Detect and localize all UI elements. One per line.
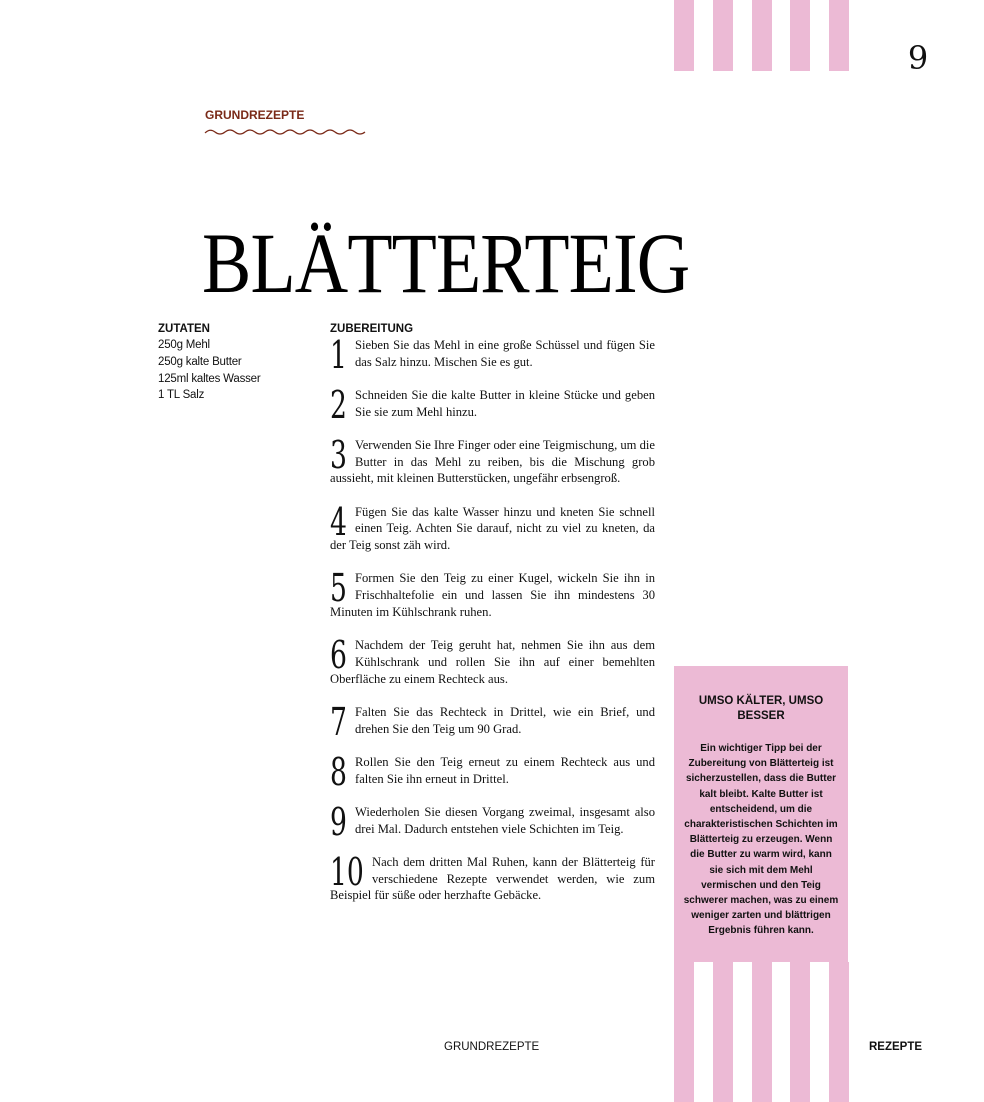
ingredient-item: 250g kalte Butter [158, 355, 242, 368]
ingredient-item: 250g Mehl [158, 339, 210, 351]
stripe [790, 962, 810, 1102]
footer-chapter-label: REZEPTE [869, 1041, 923, 1053]
step-item [330, 699, 655, 744]
tip-title: UMSO KÄLTER, UMSO BESSER [698, 695, 824, 722]
tip-body: Ein wichtiger Tipp bei der Zubereitung von Blätterteig ist sicherzustellen, dass die Butter kalt bleibt. Kalte Butter ist entscheidend, um die charakteristischen Schichten im Blätterteig zu erzeugen. Wenn die Butter zu warm wird, kann sie sich mit dem Mehl vermischen und den Teig schwerer machen, was zu einem weniger zarten und blättrigen Ergebnis führen kann. [683, 743, 839, 937]
footer-section-label: GRUNDREZEPTE [444, 1041, 540, 1053]
step-item [330, 499, 655, 554]
stripe [674, 0, 694, 71]
step-text: Rollen Sie den Teig erneut zu einem Rechteck aus und falten Sie ihn erneut in Drittel. [355, 754, 655, 786]
page-number: 9 [907, 39, 929, 77]
step-item [330, 383, 655, 427]
step-number: 5 [330, 566, 347, 611]
step-item [330, 333, 655, 377]
step-item [330, 849, 655, 904]
stripe [829, 0, 849, 71]
step-text: Formen Sie den Teig zu einer Kugel, wickeln Sie ihn in Frischhaltefolie ein und lassen Sie ihn mindestens 30 Minuten im Kühlschrank ruhen. [330, 571, 655, 619]
tip-box [674, 666, 848, 962]
ingredient-item: 125ml kaltes Wasser [158, 372, 261, 385]
stripe [790, 0, 810, 71]
ingredients-section [158, 321, 308, 404]
step-text: Nachdem der Teig geruht hat, nehmen Sie ihn aus dem Kühlschrank und rollen Sie ihn auf einer bemehlten Oberfläche zu einem Rechteck aus. [330, 638, 655, 686]
wavy-divider [204, 127, 368, 137]
section-kicker: GRUNDREZEPTE [205, 108, 305, 122]
stripe [752, 962, 772, 1102]
step-text: Wiederholen Sie diesen Vorgang zweimal, insgesamt also drei Mal. Dadurch entstehen viele Schichten im Teig. [355, 804, 655, 836]
step-number: 6 [330, 633, 347, 678]
step-item [330, 566, 655, 620]
step-number: 2 [330, 383, 347, 427]
stripe [752, 0, 772, 71]
preparation-section [330, 321, 655, 921]
stripe [713, 0, 733, 71]
step-item [330, 633, 655, 687]
step-number: 10 [330, 849, 364, 894]
step-text: Nach dem dritten Mal Ruhen, kann der Blätterteig für verschiedene Rezepte verwendet werden, wie zum Beispiel für süße oder herzhafte Gebäcke. [330, 854, 655, 903]
step-text: Sieben Sie das Mehl in eine große Schüssel und fügen Sie das Salz hinzu. Mischen Sie es gut. [355, 338, 655, 369]
step-text: Falten Sie das Rechteck in Drittel, wie ein Brief, und drehen Sie den Teig um 90 Grad. [355, 704, 655, 736]
step-text: Schneiden Sie die kalte Butter in kleine Stücke und geben Sie sie zum Mehl hinzu. [355, 388, 655, 419]
step-item [330, 799, 655, 844]
page-title: BLÄTTERTEIG [202, 214, 690, 311]
stripe [713, 962, 733, 1102]
ingredient-item: 1 TL Salz [158, 389, 205, 402]
stripe [829, 962, 849, 1102]
stripe [674, 962, 694, 1102]
step-text: Fügen Sie das kalte Wasser hinzu und kneten Sie schnell einen Teig. Achten Sie darauf, nicht zu viel zu kneten, da der Teig sonst zäh wird. [330, 504, 655, 553]
step-text: Verwenden Sie Ihre Finger oder eine Teigmischung, um die Butter in das Mehl zu reiben, bis die Mischung grob aussieht, mit kleinen Butterstücken, ungefähr erbsengroß. [330, 438, 656, 486]
step-number: 7 [330, 699, 347, 744]
step-number: 3 [330, 433, 347, 477]
step-number: 8 [330, 749, 347, 794]
preparation-heading: ZUBEREITUNG [330, 323, 414, 335]
ingredients-heading: ZUTATEN [158, 323, 210, 335]
step-number: 4 [330, 499, 347, 544]
step-item [330, 749, 655, 794]
step-number: 9 [330, 799, 347, 844]
step-item [330, 433, 656, 487]
step-number: 1 [330, 333, 347, 377]
